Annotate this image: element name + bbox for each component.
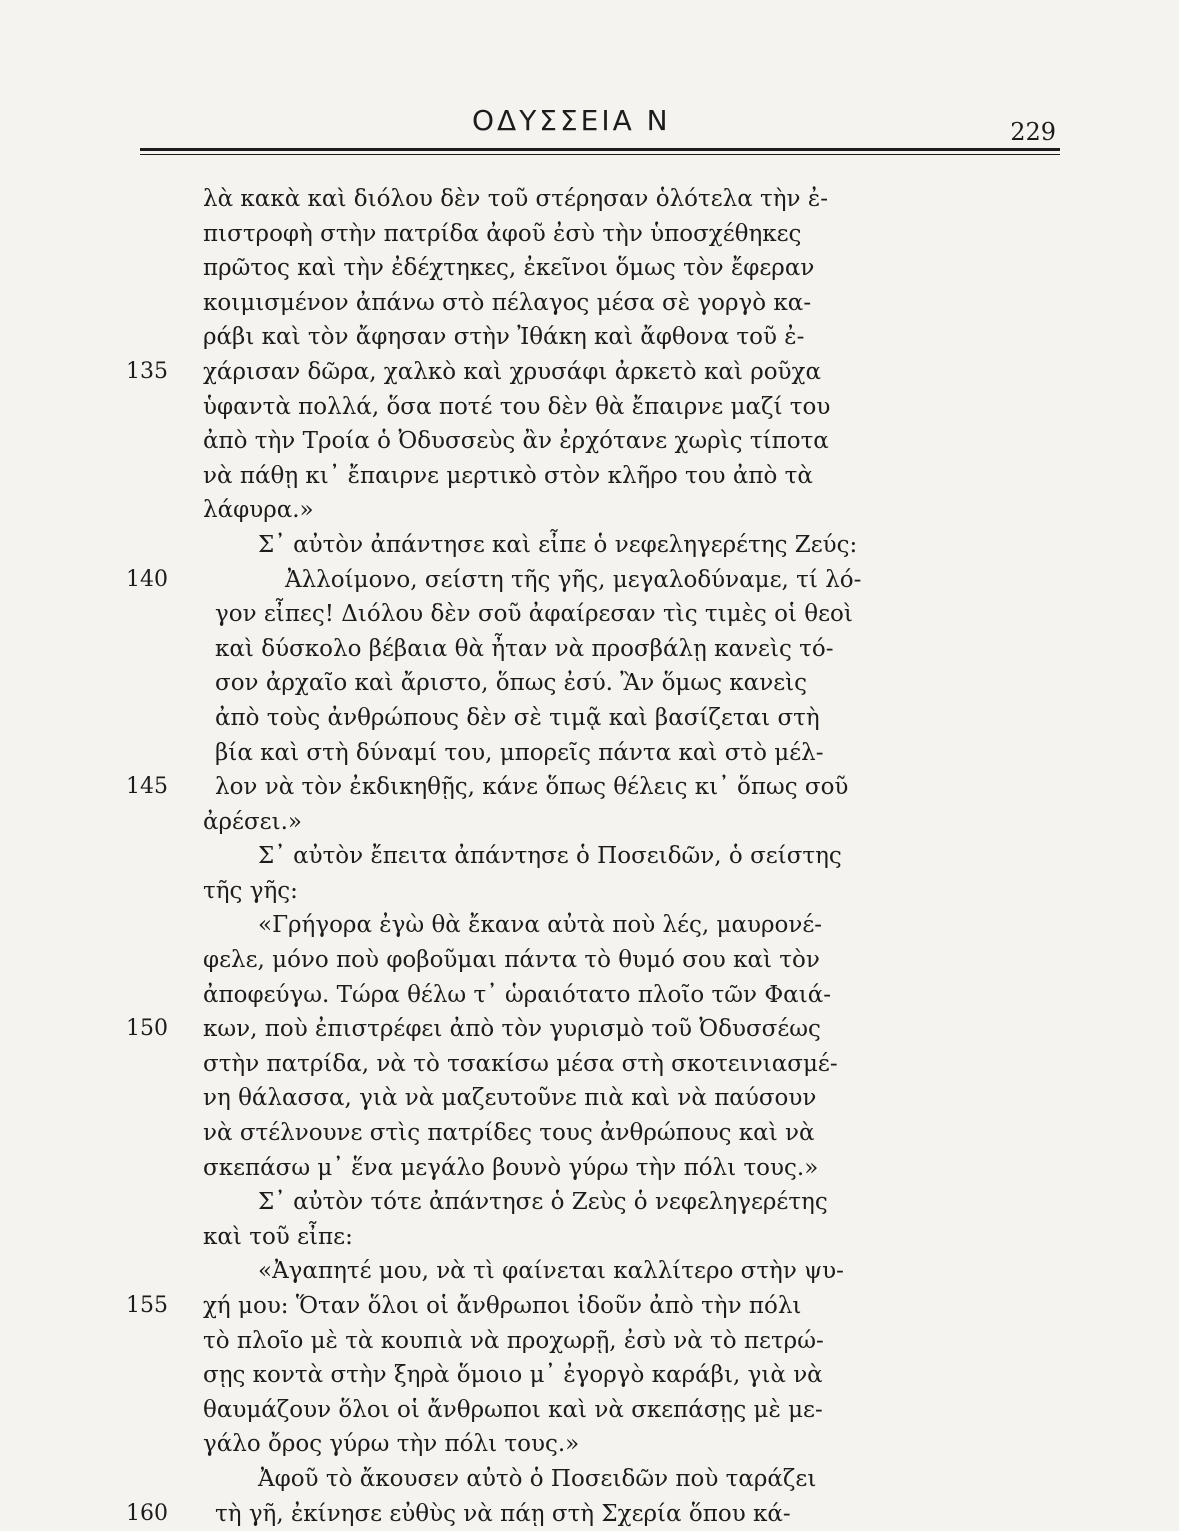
text-line [0,666,1179,701]
text-line [0,1358,1179,1393]
text-line [0,424,1179,459]
line-text: φελε, μόνο ποὺ φοβοῦμαι πάντα τὸ θυμό σου καὶ τὸν [203,947,820,974]
text-line [0,736,1179,771]
page-number: 229 [1010,118,1056,146]
line-text: Ἀλλοίμονο, σείστη τῆς γῆς, μεγαλοδύναμε, τί λό- [285,566,862,593]
line-text: Σ᾿ αὐτὸν ἔπειτα ἀπάντησε ὁ Ποσειδῶν, ὁ σείστης [258,843,842,870]
line-text: Ἀφοῦ τὸ ἄκουσεν αὐτὸ ὁ Ποσειδῶν ποὺ ταράζει [258,1465,817,1492]
text-line [0,943,1179,978]
line-text: Σ᾿ αὐτὸν τότε ἀπάντησε ὁ Ζεὺς ὁ νεφεληγερέτης [258,1189,828,1216]
text-line [0,1220,1179,1255]
line-text: χάρισαν δῶρα, χαλκὸ καὶ χρυσάφι ἀρκετὸ καὶ ροῦχα [203,358,822,385]
line-text: «Ἀγαπητέ μου, νὰ τὶ φαίνεται καλλίτερο στὴν ψυ- [258,1258,844,1285]
line-text: τῆς γῆς: [203,877,298,904]
text-line [0,286,1179,321]
text-line [0,1289,1179,1324]
line-text: πιστροφὴ στὴν πατρίδα ἀφοῦ ἐσὺ τὴν ὑποσχέθηκες [203,220,802,247]
text-line [0,459,1179,494]
text-line [0,839,1179,874]
line-text: σον ἀρχαῖο καὶ ἄριστο, ὅπως ἐσύ. Ἂν ὅμως κανεὶς [215,670,808,697]
line-text: θαυμάζουν ὅλοι οἱ ἄνθρωποι καὶ νὰ σκεπάσῃς μὲ με- [203,1396,823,1423]
text-line [0,1151,1179,1186]
line-text: ὑφαντὰ πολλά, ὅσα ποτέ του δὲν θὰ ἔπαιρνε μαζί του [203,393,831,420]
header-rule [140,148,1060,151]
text-line [0,217,1179,252]
text-line [0,1462,1179,1497]
line-text: ἀρέσει.» [203,808,302,835]
text-line [0,632,1179,667]
text-line [0,563,1179,598]
running-title: ΟΔΥΣΣΕΙΑ Ν [472,104,671,137]
line-number: 160 [126,1500,168,1526]
line-text: χή μου: Ὅταν ὅλοι οἱ ἄνθρωποι ἰδοῦν ἀπὸ τὴν πόλι [203,1293,802,1319]
text-line [0,1497,1179,1531]
line-text: κοιμισμένον ἀπάνω στὸ πέλαγος μέσα σὲ γοργὸ κα- [203,289,812,316]
text-line [0,390,1179,425]
line-number: 140 [126,566,168,592]
line-text: λάφυρα.» [203,497,314,524]
line-text: σκεπάσω μ᾿ ἕνα μεγάλο βουνὸ γύρω τὴν πόλι τους.» [203,1154,819,1181]
text-line [0,1047,1179,1082]
line-text: σῃς κοντὰ στὴν ξηρὰ ὅμοιο μ᾿ ἐγοργὸ καράβι, γιὰ νὰ [203,1362,823,1389]
line-text: νὰ στέλνουνε στὶς πατρίδες τους ἀνθρώπους καὶ νὰ [203,1120,815,1147]
text-line [0,1116,1179,1151]
line-text: στὴν πατρίδα, νὰ τὸ τσακίσω μέσα στὴ σκοτεινιασμέ- [203,1050,838,1077]
line-text: τὸ πλοῖο μὲ τὰ κουπιὰ νὰ προχωρῇ, ἐσὺ νὰ τὸ πετρώ- [203,1327,824,1354]
line-text: καὶ δύσκολο βέβαια θὰ ἦταν νὰ προσβάλῃ κανεὶς τό- [215,635,834,662]
line-text: Σ᾿ αὐτὸν ἀπάντησε καὶ εἶπε ὁ νεφεληγερέτης Ζεύς: [258,531,858,558]
line-text: ἀπὸ τοὺς ἀνθρώπους δὲν σὲ τιμᾷ καὶ βασίζεται στὴ [215,704,820,731]
line-text: γον εἶπες! Διόλου δὲν σοῦ ἀφαίρεσαν τὶς τιμὲς οἱ θεοὶ [215,601,853,628]
text-line [0,355,1179,390]
line-text: νὰ πάθῃ κι᾿ ἔπαιρνε μερτικὸ στὸν κλῆρο του ἀπὸ τὰ [203,462,813,489]
line-text: πρῶτος καὶ τὴν ἐδέχτηκες, ἐκεῖνοι ὅμως τὸν ἔφεραν [203,255,815,282]
line-number: 155 [126,1293,168,1318]
text-line [0,805,1179,840]
line-text: ράβι καὶ τὸν ἄφησαν στὴν Ἰθάκη καὶ ἄφθονα τοῦ ἐ- [203,324,805,351]
line-number: 135 [126,358,168,384]
text-line [0,874,1179,909]
line-number: 145 [126,774,168,800]
text-body [0,182,1179,1531]
line-text: βία καὶ στὴ δύναμί του, μπορεῖς πάντα καὶ στὸ μέλ- [215,739,824,766]
page-header [140,98,1060,158]
header-rule-thin [140,154,1060,155]
text-line [0,493,1179,528]
line-text: κων, ποὺ ἐπιστρέφει ἀπὸ τὸν γυρισμὸ τοῦ Ὀδυσσέως [203,1016,821,1043]
line-text: τὴ γῆ, ἐκίνησε εὐθὺς νὰ πάῃ στὴ Σχερία ὅπου κά- [215,1500,791,1527]
line-text: λὰ κακὰ καὶ διόλου δὲν τοῦ στέρησαν ὁλότελα τὴν ἐ- [203,186,828,212]
line-text: ἀποφεύγω. Τώρα θέλω τ᾿ ὡραιότατο πλοῖο τῶν Φαιά- [203,981,832,1008]
line-text: γάλο ὄρος γύρω τὴν πόλι τους.» [203,1431,580,1458]
text-line [0,1393,1179,1428]
text-line [0,251,1179,286]
line-text: καὶ τοῦ εἶπε: [203,1223,353,1250]
line-text: ἀπὸ τὴν Τροία ὁ Ὀδυσσεὺς ἂν ἐρχότανε χωρὶς τίποτα [203,428,829,455]
text-line [0,770,1179,805]
text-line [0,978,1179,1013]
text-line [0,1324,1179,1359]
text-line [0,1012,1179,1047]
line-text: λον νὰ τὸν ἐκδικηθῇς, κάνε ὅπως θέλεις κι᾿ ὅπως σοῦ [215,774,849,801]
line-text: «Γρήγορα ἐγὼ θὰ ἔκανα αὐτὰ ποὺ λές, μαυρονέ- [258,912,823,939]
text-line [0,1081,1179,1116]
text-line [0,320,1179,355]
text-line [0,701,1179,736]
text-line [0,908,1179,943]
text-line [0,1427,1179,1462]
text-line [0,1185,1179,1220]
text-line [0,597,1179,632]
text-line [0,1254,1179,1289]
text-line [0,528,1179,563]
line-number: 150 [126,1016,168,1042]
text-line [0,182,1179,217]
line-text: νη θάλασσα, γιὰ νὰ μαζευτοῦνε πιὰ καὶ νὰ παύσουν [203,1085,817,1112]
